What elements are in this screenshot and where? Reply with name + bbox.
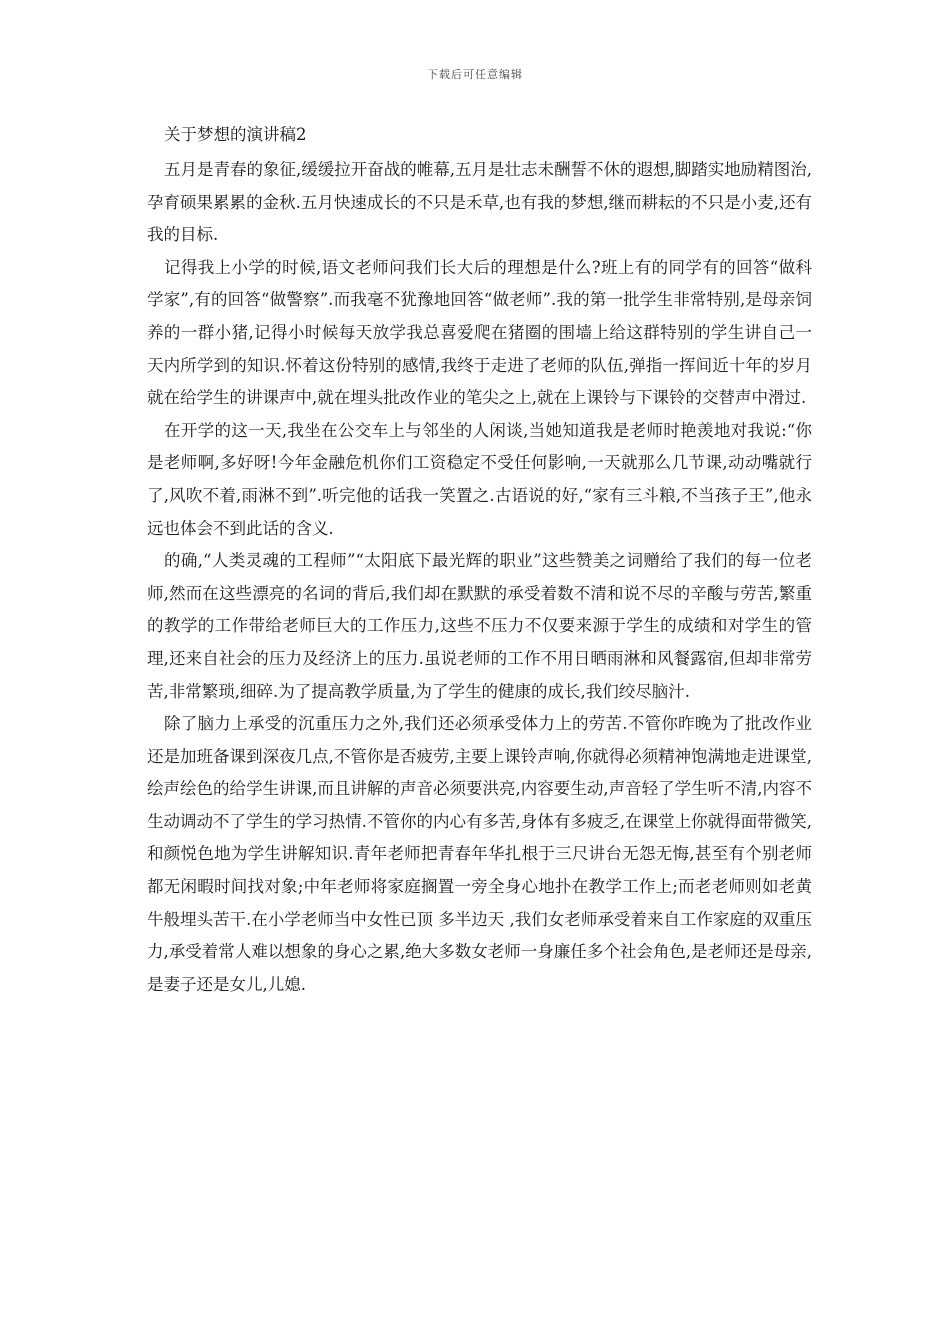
header-note: 下载后可任意编辑 (427, 68, 523, 81)
paragraph-4: 的确,“人类灵魂的工程师”“太阳底下最光辉的职业”这些赞美之词赠给了我们的每一位老师,然而在这些漂亮的名词的背后,我们却在默默的承受着数不清和说不尽的辛酸与劳苦,繁重的教学的工作带给老师巨大的工作压力,这些不压力不仅要来源于学生的成绩和对学生的管理,还来自社会的压力及经济上的压力.虽说老师的工作不用日晒雨淋和风餐露宿,但却非常劳苦,非常繁琐,细碎.为了提高教学质量,为了学生的健康的成长,我们绞尽脑汁. (147, 551, 812, 701)
paragraph-1: 五月是青春的象征,缓缓拉开奋战的帷幕,五月是壮志未酬誓不休的遐想,脚踏实地励精图治,孕育硕果累累的金秋.五月快速成长的不只是禾草,也有我的梦想,继而耕耘的不只是小麦,还有我的目标. (147, 160, 812, 245)
paragraph-2: 记得我上小学的时候,语文老师问我们长大后的理想是什么?班上有的同学有的回答“做科学家”,有的回答“做警察”.而我毫不犹豫地回答“做老师”.我的第一批学生非常特别,是母亲饲养的一群小猪,记得小时候每天放学我总喜爱爬在猪圈的围墙上给这群特别的学生讲自己一天内所学到的知识.怀着这份特别的感情,我终于走进了老师的队伍,弹指一挥间近十年的岁月就在给学生的讲课声中,就在埋头批改作业的笔尖之上,就在上课铃与下课铃的交替声中滑过. (147, 257, 812, 408)
paragraph-5: 除了脑力上承受的沉重压力之外,我们还必须承受体力上的劳苦.不管你昨晚为了批改作业还是加班备课到深夜几点,不管你是否疲劳,主要上课铃声响,你就得必须精神饱满地走进课堂,绘声绘色的给学生讲课,而且讲解的声音必须要洪亮,内容要生动,声音轻了学生听不清,内容不生动调动不了学生的学习热情.不管你的内心有多苦,身体有多疲乏,在课堂上你就得面带微笑,和颜悦色地为学生讲解知识.青年老师把青春年华扎根于三尺讲台无怨无悔,甚至有个别老师都无闲暇时间找对象;中年老师将家庭搁置一旁全身心地扑在教学工作上;而老老师则如老黄牛般埋头苦干.在小学老师当中女性已顶 多半边天 ,我们女老师承受着来自工作家庭的双重压力,承受着常人难以想象的身心之累,绝大多数女老师一身廉任多个社会角色,是老师还是母亲,是妻子还是女儿,儿媳. (147, 714, 812, 994)
document-body (147, 122, 812, 1001)
document-title: 关于梦想的演讲稿2 (164, 125, 307, 144)
paragraph-3: 在开学的这一天,我坐在公交车上与邻坐的人闲谈,当她知道我是老师时艳羡地对我说:“你是老师啊,多好呀!今年金融危机你们工资稳定不受任何影响,一天就那么几节课,动动嘴就行了,风吹不着,雨淋不到”.听完他的话我一笑置之.古语说的好,“家有三斗粮,不当孩子王”,他永远也体会不到此话的含义. (147, 420, 812, 538)
